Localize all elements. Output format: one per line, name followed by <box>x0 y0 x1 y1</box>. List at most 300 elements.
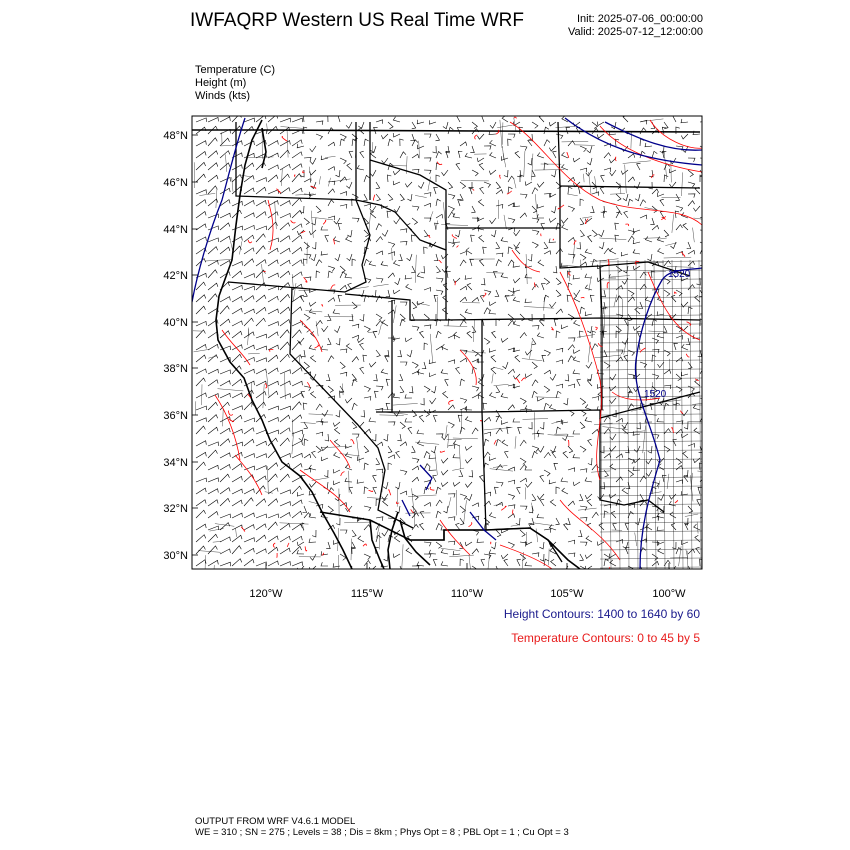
county-line <box>437 297 438 322</box>
wind-barb <box>520 314 525 321</box>
wind-barb <box>208 546 217 554</box>
wind-barb <box>688 386 694 392</box>
wind-barb <box>448 405 455 410</box>
wind-barb <box>495 290 499 297</box>
county-line <box>600 288 702 289</box>
wind-barb <box>196 118 206 122</box>
wind-barb <box>208 512 218 519</box>
wind-barb <box>310 146 316 152</box>
wind-barb <box>616 418 623 422</box>
wind-barb <box>208 138 217 146</box>
wind-barb <box>316 271 320 278</box>
wind-barb <box>660 146 664 153</box>
wind-barb <box>436 175 440 182</box>
temperature-fragment <box>551 327 553 330</box>
wind-barb <box>686 338 690 345</box>
wind-barb <box>513 418 520 422</box>
wind-barb <box>501 273 508 278</box>
wind-barb <box>491 230 496 237</box>
wind-barb <box>453 213 460 218</box>
wind-barb <box>411 235 415 242</box>
wind-barb <box>417 562 424 566</box>
wind-barb <box>517 559 521 566</box>
wind-barb <box>328 386 333 393</box>
wind-barb <box>232 175 242 183</box>
wind-barb <box>616 266 622 272</box>
wind-barb <box>436 500 442 506</box>
wind-barb <box>637 163 641 170</box>
wind-barb <box>268 488 278 494</box>
wind-barb <box>268 536 278 542</box>
wind-barb <box>470 187 474 194</box>
wind-barb <box>300 295 304 302</box>
county-line <box>600 369 702 370</box>
wind-barb <box>316 446 321 453</box>
wind-barb <box>361 410 365 417</box>
wind-barb <box>628 199 633 206</box>
wind-barb <box>556 391 561 398</box>
lon-label: 105°W <box>550 588 584 600</box>
temperature-fragment <box>322 304 323 306</box>
wind-barb <box>652 338 659 344</box>
wind-barb <box>477 539 484 543</box>
wind-barb <box>516 518 520 525</box>
wind-barb <box>309 465 316 470</box>
wind-barb <box>280 454 290 459</box>
temperature-fragment <box>449 400 454 404</box>
wind-barb <box>232 559 242 566</box>
wind-barb <box>460 286 467 290</box>
wind-barb <box>496 439 501 446</box>
wind-barb <box>208 402 218 410</box>
wind-barb <box>345 444 352 448</box>
county-line <box>225 154 226 171</box>
wind-barb <box>556 518 560 525</box>
wind-barb <box>604 554 610 560</box>
temperature-contour-note: Temperature Contours: 0 to 45 by 5 <box>511 631 700 645</box>
wind-barb <box>364 554 370 560</box>
wind-barb <box>460 358 467 362</box>
wind-barb <box>220 465 230 471</box>
wind-barb <box>640 476 646 482</box>
wind-barb <box>309 566 316 571</box>
wind-barb <box>520 458 526 464</box>
wind-barb <box>664 370 671 374</box>
wind-barb <box>196 369 206 374</box>
wind-barb <box>556 360 563 364</box>
wind-barb <box>388 422 395 426</box>
wind-barb <box>597 122 604 126</box>
temperature-fragment <box>558 205 564 209</box>
wind-barb <box>652 225 659 230</box>
temperature-fragment <box>568 440 569 445</box>
county-line <box>494 384 509 385</box>
wind-barb <box>364 204 371 208</box>
wind-barb <box>532 338 536 345</box>
county-line <box>600 522 702 523</box>
wind-barb <box>466 494 472 501</box>
temperature-fragment <box>480 420 481 421</box>
wind-barb <box>579 494 583 501</box>
wind-barb <box>484 432 491 436</box>
wind-barb <box>693 405 700 410</box>
wind-barb <box>336 170 341 177</box>
wind-barb <box>358 122 364 129</box>
wind-barb <box>334 326 340 333</box>
wind-barb <box>232 262 242 267</box>
wind-barb <box>297 550 304 554</box>
wind-barb <box>424 325 431 329</box>
county-line <box>343 384 344 396</box>
wind-barb <box>268 190 278 194</box>
wind-barb <box>208 238 218 242</box>
wind-barb <box>604 153 611 158</box>
wind-barb <box>628 177 635 182</box>
wind-barb <box>410 134 414 141</box>
wind-barb <box>580 254 586 260</box>
wind-barb <box>400 152 406 158</box>
wind-barb <box>301 350 305 357</box>
wind-barb <box>333 309 340 314</box>
wind-barb <box>244 225 254 230</box>
wind-barb <box>208 175 218 182</box>
wind-barb <box>280 381 290 386</box>
wind-barb <box>256 381 266 386</box>
wind-barb <box>646 524 652 530</box>
county-line <box>205 555 206 581</box>
county-line <box>504 215 506 229</box>
county-line <box>581 260 582 270</box>
wind-barb <box>455 230 460 237</box>
field-height: Height (m) <box>195 77 247 89</box>
wind-barb <box>244 274 254 278</box>
wind-barb <box>393 170 400 175</box>
wind-barb <box>525 350 532 355</box>
wind-barb <box>328 266 335 271</box>
county-line <box>697 471 720 473</box>
wind-barb <box>292 164 302 170</box>
wind-barb <box>292 247 302 254</box>
wind-barb <box>364 175 370 182</box>
wind-barb <box>664 403 669 410</box>
wind-barb <box>676 127 680 134</box>
wind-barb <box>369 362 376 367</box>
wind-barb <box>280 330 289 338</box>
county-line <box>379 324 382 335</box>
wind-barb <box>544 386 550 392</box>
wind-barb <box>611 511 616 518</box>
county-line <box>690 260 692 569</box>
model-config: WE = 310 ; SN = 275 ; Levels = 38 ; Dis = 8km ; Phys Opt = 8 ; PBL Opt = 1 ; Cu Opt = 3 <box>195 827 569 838</box>
wind-barb <box>664 446 670 452</box>
wind-barb <box>196 345 206 351</box>
wind-barb <box>492 331 496 338</box>
wind-barb <box>220 213 230 218</box>
wind-barb <box>334 452 340 458</box>
wind-barb <box>208 534 218 542</box>
wind-barb <box>621 252 628 256</box>
wind-barb <box>688 261 695 266</box>
wind-barb <box>688 194 695 198</box>
wind-barb <box>376 251 383 255</box>
wind-barb <box>472 350 478 356</box>
wind-barb <box>304 218 309 225</box>
wind-barb <box>220 562 230 566</box>
wind-barb <box>441 470 448 475</box>
county-line <box>671 160 672 182</box>
wind-barb <box>400 442 407 446</box>
county-line <box>600 342 702 343</box>
wind-barb <box>220 151 230 158</box>
wind-barb <box>441 254 448 259</box>
wind-barb <box>304 254 311 259</box>
wind-barb <box>580 199 584 206</box>
wind-barb <box>538 446 544 452</box>
temperature-fragment <box>469 522 472 527</box>
wind-barb <box>256 307 266 314</box>
wind-barb <box>357 456 364 460</box>
wind-barb <box>292 368 302 375</box>
wind-barb <box>610 560 616 566</box>
wind-barb <box>448 445 455 449</box>
wind-barb <box>658 494 664 500</box>
wind-barb <box>412 218 418 225</box>
wind-barb <box>196 393 206 398</box>
wind-barb <box>573 482 580 486</box>
temperature-fragment <box>440 451 445 452</box>
wind-barb <box>652 355 656 362</box>
wind-barb <box>554 319 558 326</box>
wind-barb <box>304 468 311 472</box>
wind-barb <box>549 480 556 484</box>
wind-barb <box>292 486 302 494</box>
wind-barb <box>446 223 450 230</box>
wind-barb <box>532 362 537 369</box>
wind-barb <box>532 380 538 386</box>
wind-barb <box>477 217 484 221</box>
wind-barb <box>458 151 462 158</box>
wind-barb <box>328 506 333 513</box>
wind-barb <box>268 165 278 170</box>
wind-barb <box>280 562 290 566</box>
wind-barb <box>256 260 266 266</box>
wind-barb <box>556 427 561 434</box>
wind-barb <box>407 254 412 261</box>
temperature-fragment <box>501 506 506 510</box>
county-line <box>281 169 282 186</box>
temperature-fragment <box>541 234 542 237</box>
wind-barb <box>340 372 347 376</box>
wind-barb <box>468 182 472 189</box>
wind-barb <box>478 392 484 398</box>
wind-barb <box>321 457 328 461</box>
wind-barb <box>460 427 465 434</box>
wind-barb <box>688 182 695 187</box>
wind-barb <box>292 260 302 266</box>
wind-barb <box>658 362 665 368</box>
wind-barb <box>670 242 676 249</box>
wind-barb <box>369 418 376 422</box>
wind-barb <box>208 415 218 422</box>
wind-barb <box>561 218 568 223</box>
wind-barb <box>470 146 474 153</box>
wind-barb <box>592 512 598 518</box>
wind-barb <box>256 441 266 446</box>
wind-barb <box>334 440 340 447</box>
county-line <box>600 423 702 424</box>
wind-barb <box>616 540 623 544</box>
wind-barb <box>328 167 335 171</box>
wind-barb <box>422 362 426 369</box>
wind-barb <box>268 547 278 554</box>
wind-barb <box>349 314 353 321</box>
wind-barb <box>502 116 508 122</box>
wind-barb <box>664 350 670 356</box>
wind-barb <box>574 296 580 302</box>
wind-barb <box>688 250 695 254</box>
county-line <box>635 533 637 547</box>
wind-barb <box>520 333 527 338</box>
wind-barb <box>208 380 218 386</box>
wind-barb <box>280 307 290 314</box>
wind-barb <box>232 535 242 542</box>
lon-label: 100°W <box>652 588 686 600</box>
wind-barb <box>381 261 388 266</box>
wind-barb <box>280 524 290 530</box>
height-contour-label: 1520 <box>668 269 691 280</box>
wind-barb <box>434 187 438 194</box>
wind-barb <box>700 263 707 267</box>
wind-barb <box>481 559 485 566</box>
wind-barb <box>303 403 307 410</box>
wind-barb <box>232 464 242 470</box>
wind-barb <box>471 235 475 242</box>
wind-barb <box>268 561 278 566</box>
wind-barb <box>568 345 575 350</box>
wind-barb <box>520 194 527 198</box>
wind-barb <box>340 158 346 164</box>
county-line <box>562 141 589 142</box>
wind-barb <box>580 398 586 405</box>
wind-barb <box>693 458 700 463</box>
wind-barb <box>310 356 316 362</box>
temperature-fragment <box>351 440 355 444</box>
wind-barb <box>280 223 290 230</box>
wind-barb <box>478 380 484 386</box>
wind-barb <box>700 368 706 374</box>
wind-barb <box>502 440 508 446</box>
county-line <box>194 349 210 352</box>
wind-barb <box>311 392 317 399</box>
wind-barb <box>568 141 575 146</box>
wind-barb <box>592 259 597 266</box>
wind-barb <box>363 194 367 201</box>
wind-barb <box>568 468 575 472</box>
wind-barb <box>398 350 402 357</box>
wind-barb <box>424 554 431 558</box>
wind-barb <box>585 312 592 316</box>
county-line <box>428 177 431 191</box>
county-line <box>670 557 687 558</box>
wind-barb <box>650 218 654 225</box>
wind-barb <box>467 331 472 338</box>
wind-barb <box>412 206 419 211</box>
wind-barb <box>681 541 688 545</box>
wind-barb <box>220 178 230 183</box>
wind-barb <box>633 228 640 232</box>
county-line <box>441 225 468 226</box>
wind-barb <box>574 320 580 326</box>
wind-barb <box>292 188 302 194</box>
wind-barb <box>301 391 305 398</box>
wind-barb <box>604 429 611 434</box>
wind-barb <box>639 343 643 350</box>
temperature-fragment <box>515 117 517 118</box>
wind-barb <box>394 218 400 224</box>
wind-barb <box>585 494 592 499</box>
county-line <box>497 125 512 128</box>
wind-barb <box>436 134 440 141</box>
wind-barb <box>624 211 628 218</box>
wind-barb <box>388 455 395 459</box>
wind-barb <box>208 151 218 158</box>
wind-barb <box>292 342 301 350</box>
county-line <box>600 567 702 568</box>
wind-barb <box>465 446 472 450</box>
wind-barb <box>292 415 302 422</box>
wind-barb <box>256 454 266 458</box>
wind-barb <box>411 266 415 273</box>
wind-barb <box>433 559 437 566</box>
county-line <box>524 307 554 309</box>
wind-barb <box>568 446 573 453</box>
county-line <box>600 351 702 352</box>
wind-barb <box>453 551 460 555</box>
county-line <box>600 495 702 496</box>
wind-barb <box>436 511 441 518</box>
wind-barb <box>316 121 323 125</box>
wind-barb <box>304 242 309 249</box>
wind-barb <box>268 141 278 146</box>
wind-barb <box>292 224 302 230</box>
temperature-fragment <box>241 527 245 531</box>
wind-barb <box>220 453 230 458</box>
wind-barb <box>573 430 580 434</box>
wind-barb <box>420 511 424 518</box>
wind-barb <box>280 213 290 218</box>
county-line <box>600 450 702 451</box>
wind-barb <box>599 523 604 530</box>
county-line <box>620 183 621 193</box>
wind-barb <box>484 338 490 344</box>
wind-barb <box>208 489 218 494</box>
wind-barb <box>592 122 598 129</box>
wind-barb <box>316 320 322 326</box>
wind-barb <box>700 146 706 152</box>
wind-barb <box>537 397 544 401</box>
wind-barb <box>448 335 455 339</box>
wind-barb <box>700 242 706 248</box>
wind-barb <box>328 356 334 362</box>
wind-barb <box>482 319 486 326</box>
wind-barb <box>604 307 608 314</box>
wind-barb <box>669 169 676 173</box>
wind-barb <box>501 156 508 160</box>
wind-barb <box>628 154 635 158</box>
wind-barb <box>529 506 533 513</box>
temperature-fragment <box>430 487 434 490</box>
wind-barb <box>373 331 377 338</box>
